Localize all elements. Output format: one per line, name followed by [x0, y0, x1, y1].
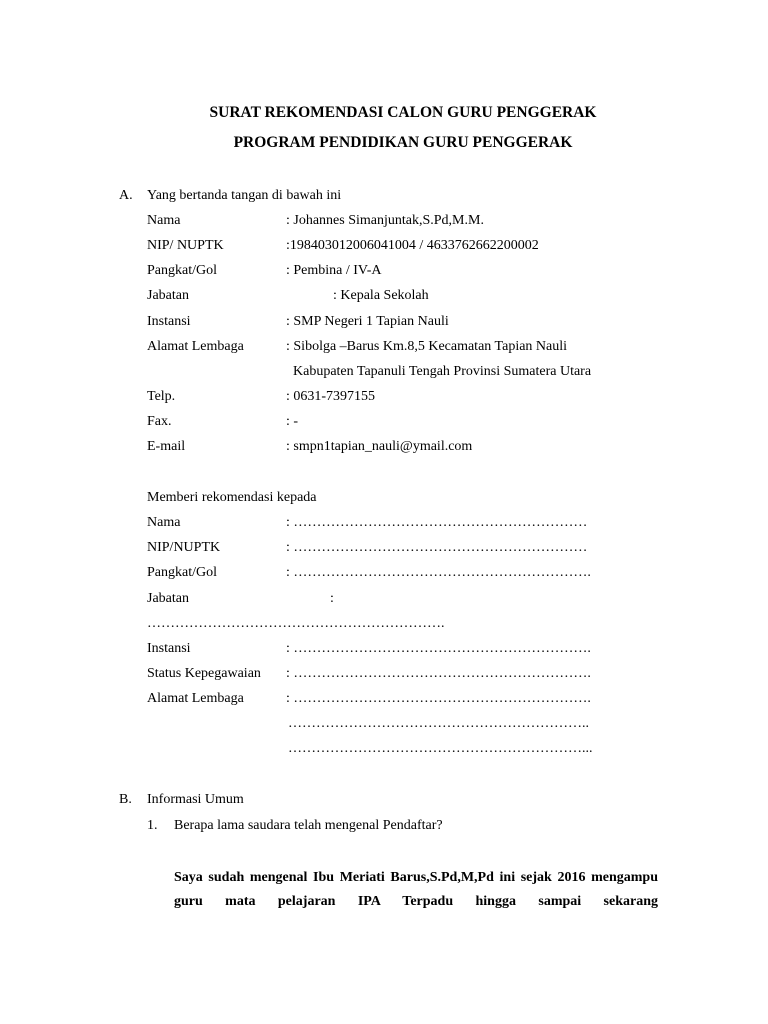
field-value-blank: : ………………………………………………………. [286, 691, 591, 706]
field-label: NIP/NUPTK [147, 540, 221, 555]
section-a-marker: A. [119, 188, 133, 203]
field-value: : smpn1tapian_nauli@ymail.com [286, 439, 473, 454]
field-label: Fax. [147, 414, 172, 429]
field-value-continued: Kabupaten Tapanuli Tengah Provinsi Sumatera Utara [293, 364, 592, 379]
field-label: Jabatan [147, 591, 189, 606]
field-value: : Sibolga –Barus Km.8,5 Kecamatan Tapian Nauli [286, 339, 568, 354]
field-value-blank: ………………………………………………………. [147, 616, 445, 631]
field-label: Nama [147, 515, 181, 530]
field-value: : Kepala Sekolah [333, 288, 429, 303]
field-label: NIP/ NUPTK [147, 238, 224, 253]
question-number: 1. [147, 818, 158, 833]
field-label: Instansi [147, 641, 191, 656]
field-value: : SMP Negeri 1 Tapian Nauli [286, 314, 449, 329]
field-value: : 0631-7397155 [286, 389, 376, 404]
field-value: :198403012006041004 / 4633762662200002 [286, 238, 539, 253]
field-label: Telp. [147, 389, 176, 404]
field-label: E-mail [147, 439, 186, 454]
answer-paragraph: Saya sudah mengenal Ibu Meriati Barus,S.Pd,M,Pd ini sejak 2016 mengampu guru mata pelajaran IPA Terpadu hingga sampai sekarang [174, 870, 658, 909]
section-b-heading: Informasi Umum [147, 792, 244, 807]
field-label: Jabatan [147, 288, 189, 303]
field-label: Status Kepegawaian [147, 666, 261, 681]
field-value-blank: : ………………………………………………………. [286, 565, 591, 580]
field-label: Pangkat/Gol [147, 263, 217, 278]
field-value: : Pembina / IV-A [286, 263, 382, 278]
field-value-blank: ………………………………………………………... [288, 741, 593, 756]
field-label: Nama [147, 213, 181, 228]
field-value-blank: : ………………………………………………………. [286, 666, 591, 681]
section-b-marker: B. [119, 792, 132, 807]
field-value: : Johannes Simanjuntak,S.Pd,M.M. [286, 213, 484, 228]
field-value-blank: ……………………………………………………….. [288, 716, 589, 731]
field-value-blank: : ……………………………………………………… [286, 540, 588, 555]
field-value-blank: : ……………………………………………………… [286, 515, 588, 530]
question-text: Berapa lama saudara telah mengenal Pendaftar? [174, 818, 443, 833]
field-label: Pangkat/Gol [147, 565, 217, 580]
field-label: Alamat Lembaga [147, 339, 244, 354]
letter-title: SURAT REKOMENDASI CALON GURU PENGGERAK [209, 104, 597, 121]
field-colon: : [330, 591, 334, 606]
letter-subtitle: PROGRAM PENDIDIKAN GURU PENGGERAK [233, 134, 573, 151]
field-value: : - [286, 414, 299, 429]
field-value-blank: : ………………………………………………………. [286, 641, 591, 656]
section-a-intro: Yang bertanda tangan di bawah ini [147, 188, 342, 203]
recommend-intro: Memberi rekomendasi kepada [147, 490, 317, 505]
field-label: Alamat Lembaga [147, 691, 244, 706]
field-label: Instansi [147, 314, 191, 329]
